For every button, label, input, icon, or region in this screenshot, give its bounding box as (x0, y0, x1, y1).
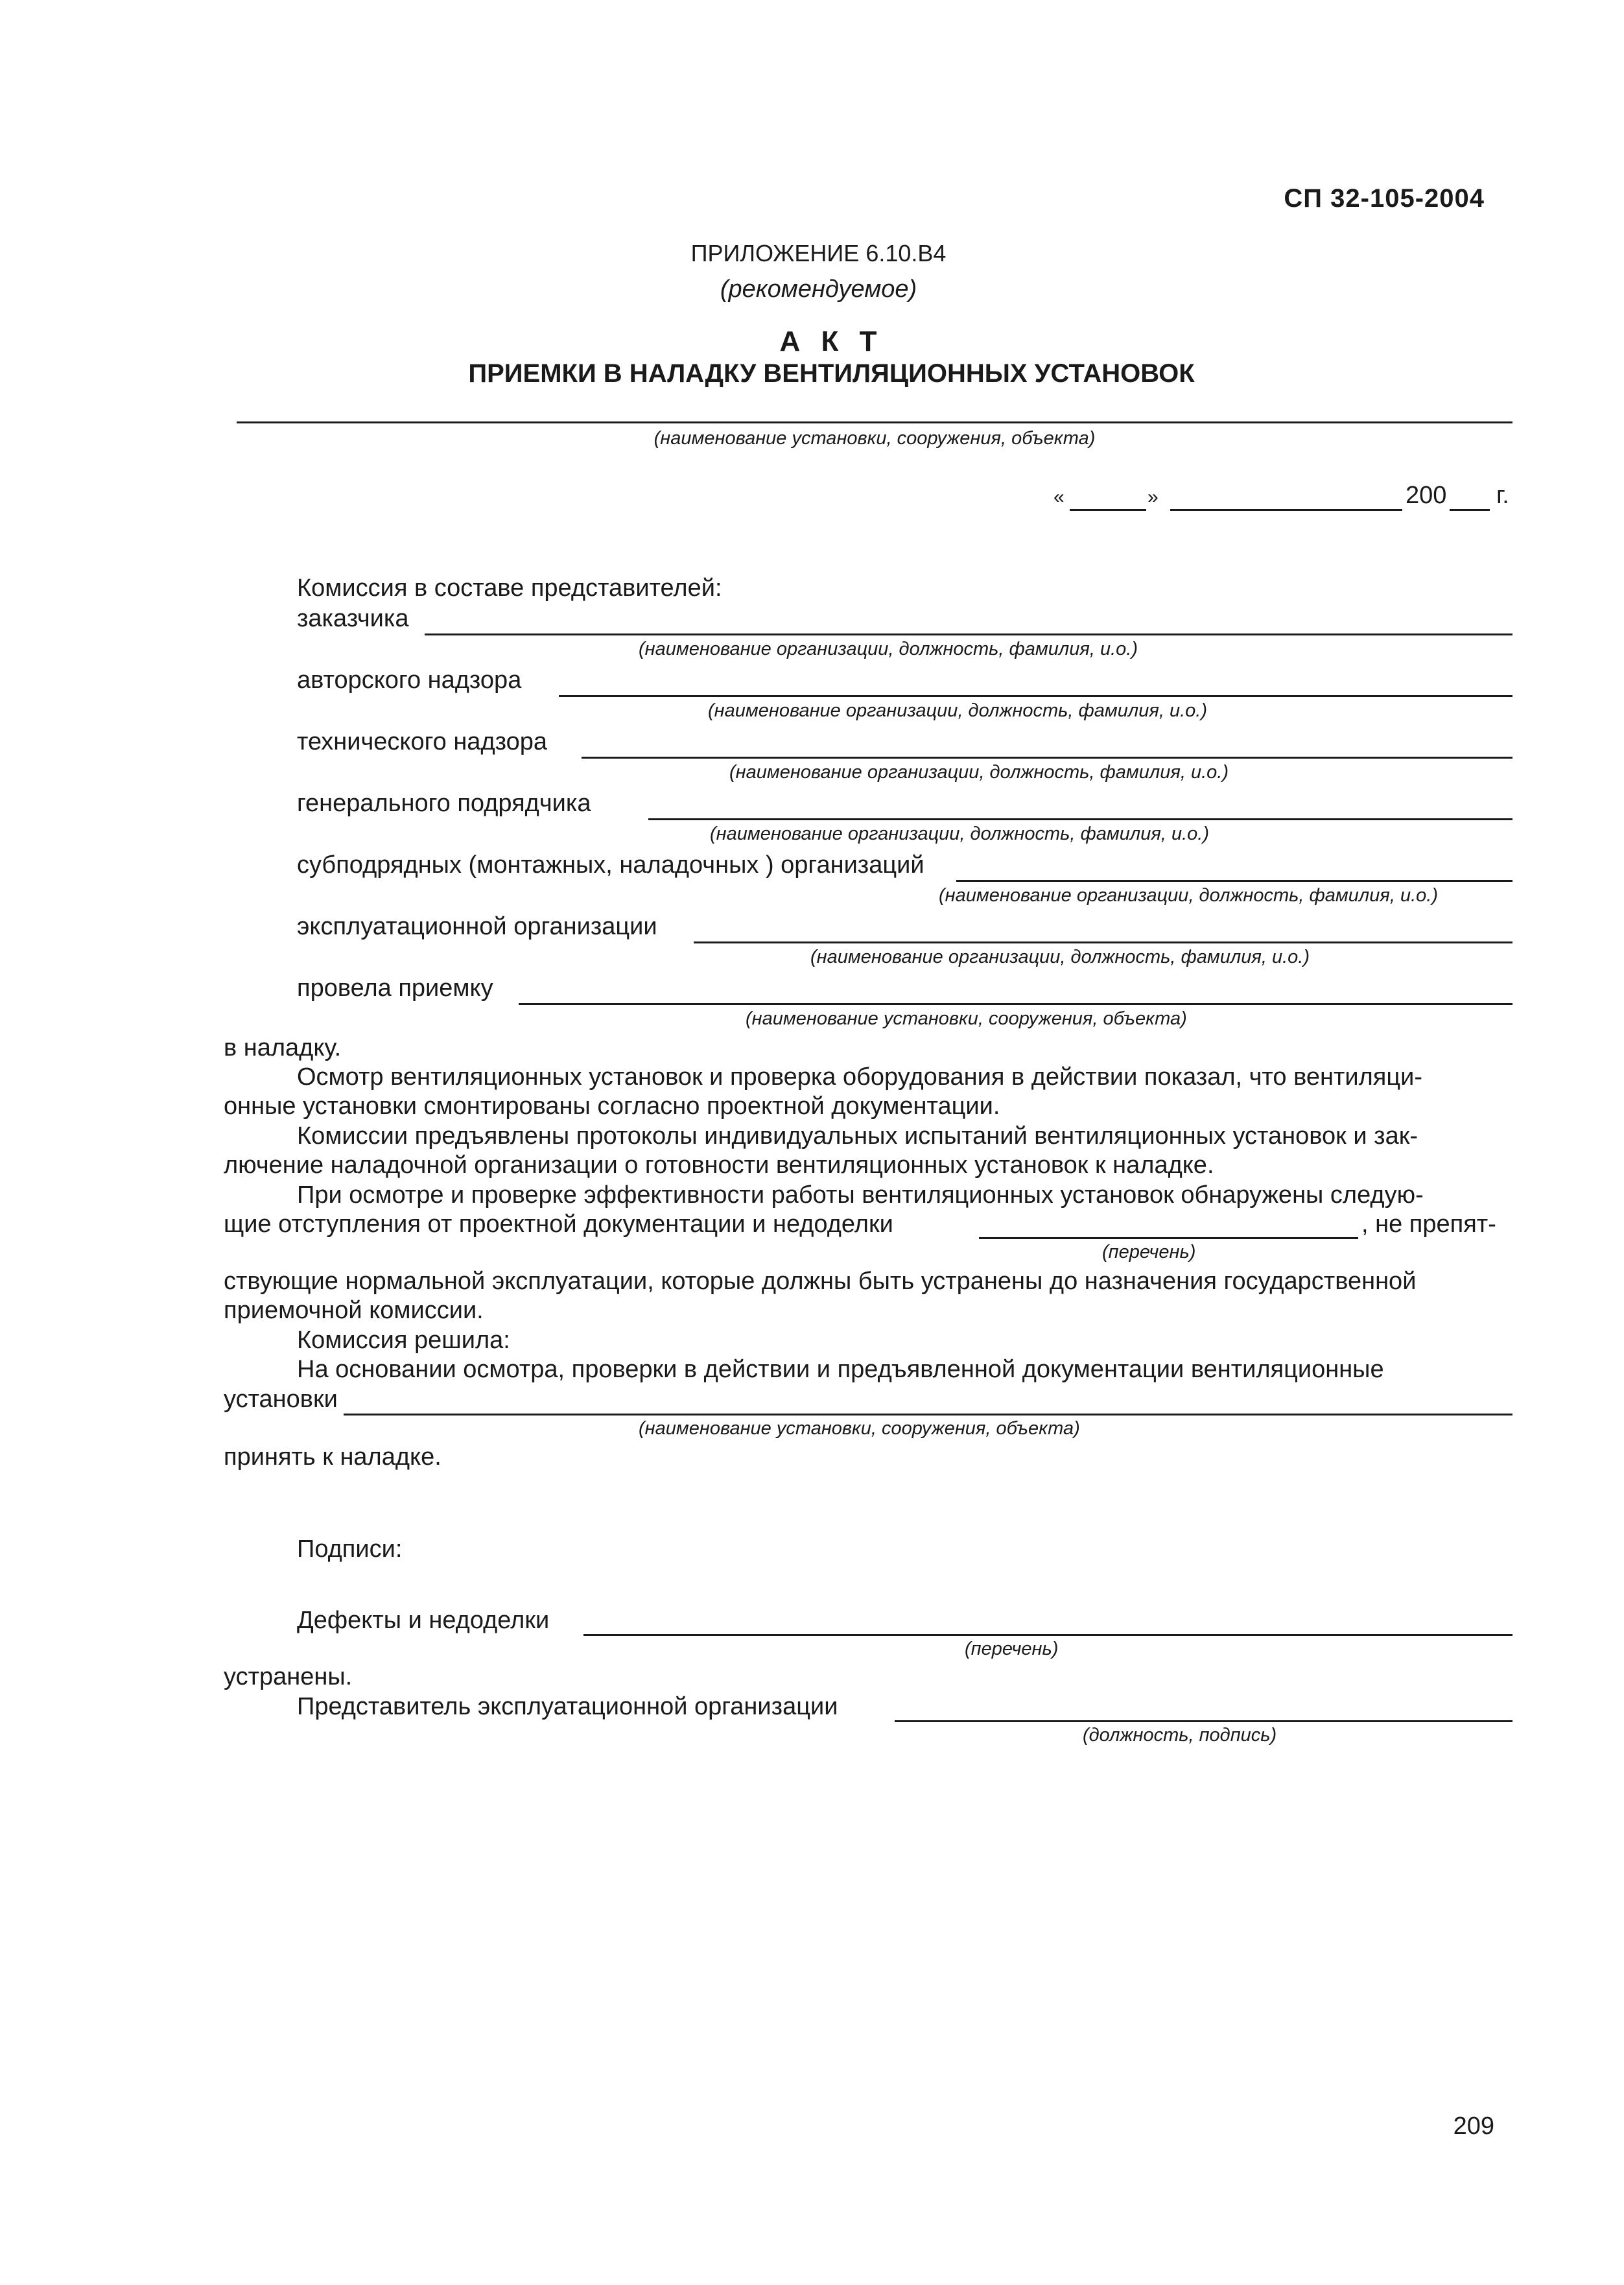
body-line: лючение наладочной организации о готовности вентиляционных установок к наладке. (224, 1152, 1214, 1179)
member-label-author-supervision: авторского надзора (297, 667, 522, 694)
member-label-technical-supervision: технического надзора (297, 728, 548, 755)
date-year-suffix: г. (1496, 482, 1509, 509)
defects-list-field[interactable] (979, 1237, 1358, 1239)
body-line: Комиссии предъявлены протоколы индивидуальных испытаний вентиляционных установок и зак- (297, 1122, 1418, 1150)
representative-signature-field[interactable] (895, 1720, 1512, 1722)
body-line: При осмотре и проверке эффективности работы вентиляционных установок обнаружены следую- (297, 1181, 1424, 1209)
document-title: ПРИЕМКИ В НАЛАДКУ ВЕНТИЛЯЦИОННЫХ УСТАНОВОК (468, 359, 1195, 388)
document-type-heading: А К Т (779, 326, 884, 357)
body-line: Осмотр вентиляционных установок и проверка оборудования в действии показал, что вентиляци- (297, 1063, 1422, 1091)
defects-label: Дефекты и недоделки (297, 1607, 550, 1634)
date-close-quote: » (1147, 486, 1159, 508)
body-line: На основании осмотра, проверки в действии и предъявленной документации вентиляционные (297, 1356, 1384, 1383)
body-line: Комиссия решила: (297, 1327, 510, 1354)
representative-label: Представитель эксплуатационной организации (297, 1693, 838, 1720)
defects-field[interactable] (583, 1634, 1512, 1636)
member-field-operating-org[interactable] (694, 941, 1512, 943)
member-field-general-contractor[interactable] (648, 818, 1512, 820)
member-caption-accepted-object: (наименование установки, сооружения, объекта) (746, 1008, 1187, 1029)
appendix-status: (рекомендуемое) (720, 276, 917, 303)
body-line: онные установки смонтированы согласно проектной документации. (224, 1093, 1000, 1120)
member-caption-general-contractor: (наименование организации, должность, фамилия, и.о.) (710, 823, 1209, 844)
member-field-customer[interactable] (425, 633, 1512, 635)
member-caption-technical-supervision: (наименование организации, должность, фамилия, и.о.) (729, 762, 1229, 783)
appendix-number: ПРИЛОЖЕНИЕ 6.10.В4 (690, 240, 947, 266)
commission-intro: Комиссия в составе представителей: (297, 574, 722, 602)
signatures-title: Подписи: (297, 1535, 403, 1563)
member-label-customer: заказчика (297, 605, 409, 632)
defects-list-caption: (перечень) (1102, 1242, 1196, 1262)
body-line: в наладку. (224, 1034, 342, 1061)
member-caption-subcontractors: (наименование организации, должность, фамилия, и.о.) (939, 885, 1438, 906)
member-label-accepted: провела приемку (297, 975, 493, 1002)
representative-caption: (должность, подпись) (1083, 1725, 1277, 1746)
installation-name-caption: (наименование установки, сооружения, объекта) (639, 1418, 1080, 1439)
body-line: щие отступления от проектной документации и недоделки (224, 1211, 893, 1238)
member-field-accepted-object[interactable] (519, 1003, 1512, 1005)
member-field-subcontractors[interactable] (956, 880, 1512, 882)
member-label-subcontractors: субподрядных (монтажных, наладочных ) организаций (297, 851, 924, 879)
member-label-operating-org: эксплуатационной организации (297, 913, 657, 940)
member-caption-operating-org: (наименование организации, должность, фамилия, и.о.) (810, 947, 1310, 967)
member-field-author-supervision[interactable] (559, 695, 1512, 697)
member-field-technical-supervision[interactable] (582, 757, 1512, 759)
member-caption-customer: (наименование организации, должность, фамилия, и.о.) (639, 639, 1138, 659)
body-line: , не препят- (1361, 1211, 1496, 1238)
member-caption-author-supervision: (наименование организации, должность, фамилия, и.о.) (708, 700, 1207, 721)
date-month-field[interactable] (1170, 509, 1402, 511)
defects-fixed-text: устранены. (224, 1663, 353, 1690)
date-year-field[interactable] (1450, 509, 1490, 511)
body-line: приемочной комиссии. (224, 1297, 484, 1324)
body-line: принять к наладке. (224, 1443, 441, 1471)
date-open-quote: « (1053, 486, 1065, 508)
date-year-prefix: 200 (1406, 482, 1447, 509)
date-day-field[interactable] (1070, 509, 1146, 511)
installation-name-field[interactable] (344, 1414, 1512, 1415)
body-line: установки (224, 1386, 338, 1413)
object-name-line[interactable] (237, 421, 1512, 423)
body-line: ствующие нормальной эксплуатации, которые должны быть устранены до назначения государственной (224, 1268, 1417, 1295)
document-code: СП 32-105-2004 (1284, 184, 1485, 213)
member-label-general-contractor: генерального подрядчика (297, 790, 591, 817)
page-number: 209 (1453, 2113, 1494, 2140)
defects-caption: (перечень) (965, 1639, 1059, 1659)
object-name-caption: (наименование установки, сооружения, объекта) (653, 428, 1096, 449)
